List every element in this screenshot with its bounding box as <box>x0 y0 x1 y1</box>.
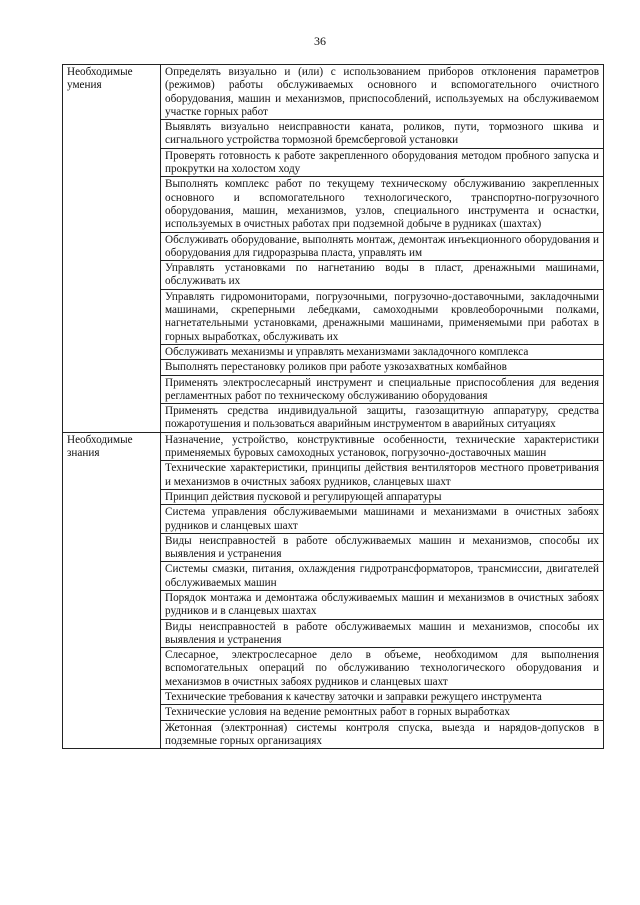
skill-item: Применять средства индивидуальной защиты, газозащитную аппаратуру, средства пожаротушения и пользоваться аварийным инструментом в аварийных ситуациях <box>161 404 604 433</box>
knowledge-item: Жетонная (электронная) системы контроля спуска, выезда и нарядов-допусков в подземные горных организациях <box>161 720 604 749</box>
skill-item: Выполнять комплекс работ по текущему техническому обслуживанию закрепленных основного и вспомогательного технологического, транспортно-погрузочного оборудования, машин, механизмов, узлов, специального инструмента и оснастки, используемых в очистных работах при подземной добыче в рудниках (шахтах) <box>161 177 604 232</box>
section-label-knowledge: Необходимые знания <box>63 432 161 749</box>
requirements-table <box>62 64 604 749</box>
knowledge-item: Виды неисправностей в работе обслуживаемых машин и механизмов, способы их выявления и устранения <box>161 533 604 562</box>
knowledge-item: Виды неисправностей в работе обслуживаемых машин и механизмов, способы их выявления и устранения <box>161 619 604 648</box>
knowledge-item: Система управления обслуживаемыми машинами и механизмами в очистных забоях рудников и сланцевых шахт <box>161 505 604 534</box>
skill-item: Применять электрослесарный инструмент и специальные приспособления для ведения регламентных работ по техническому обслуживанию оборудования <box>161 375 604 404</box>
skill-item: Управлять гидромониторами, погрузочными, погрузочно-доставочными, закладочными машинами, скреперными лебедками, самоходными кровлеоборочными полками, нагнетательными установками, дренажными машинами, применяемыми при работах в горных выработках, обслуживать их <box>161 289 604 344</box>
skill-item: Управлять установками по нагнетанию воды в пласт, дренажными машинами, обслуживать их <box>161 261 604 290</box>
table-row <box>63 432 604 461</box>
skill-item: Обслуживать механизмы и управлять механизмами закладочного комплекса <box>161 344 604 359</box>
skill-item: Проверять готовность к работе закрепленного оборудования методом пробного запуска и прокрутки на холостом ходу <box>161 148 604 177</box>
knowledge-item: Принцип действия пусковой и регулирующей аппаратуры <box>161 489 604 504</box>
table-row <box>63 65 604 120</box>
skill-item: Выполнять перестановку роликов при работе узкозахватных комбайнов <box>161 360 604 375</box>
knowledge-item: Системы смазки, питания, охлаждения гидротрансформаторов, трансмиссии, двигателей обслуживаемых машин <box>161 562 604 591</box>
skill-item: Определять визуально и (или) с использованием приборов отклонения параметров (режимов) работы обслуживаемых основного и вспомогательного очистного оборудования, машин и механизмов, приспособлений, используемых на обслуживаемом участке горных работ <box>161 65 604 120</box>
knowledge-item: Технические условия на ведение ремонтных работ в горных выработках <box>161 705 604 720</box>
knowledge-item: Технические требования к качеству заточки и заправки режущего инструмента <box>161 690 604 705</box>
knowledge-item: Слесарное, электрослесарное дело в объеме, необходимом для выполнения вспомогательных операций по обслуживанию технологического оборудования и механизмов в очистных забоях рудников и сланцевых шахт <box>161 648 604 690</box>
knowledge-item: Технические характеристики, принципы действия вентиляторов местного проветривания и механизмов в очистных забоях рудников, сланцевых шахт <box>161 461 604 490</box>
page-number: 36 <box>314 34 326 48</box>
knowledge-item: Назначение, устройство, конструктивные особенности, технические характеристики применяемых буровых самоходных установок, погрузочно-доставочных машин <box>161 432 604 461</box>
knowledge-item: Порядок монтажа и демонтажа обслуживаемых машин и механизмов в очистных забоях рудников и в сланцевых шахтах <box>161 590 604 619</box>
section-label-skills: Необходимые умения <box>63 65 161 433</box>
skill-item: Выявлять визуально неисправности каната, роликов, пути, тормозного шкива и сигнального устройства тормозной бремсберговой установки <box>161 120 604 149</box>
skill-item: Обслуживать оборудование, выполнять монтаж, демонтаж инъекционного оборудования и оборудования для гидроразрыва пласта, управлять им <box>161 232 604 261</box>
